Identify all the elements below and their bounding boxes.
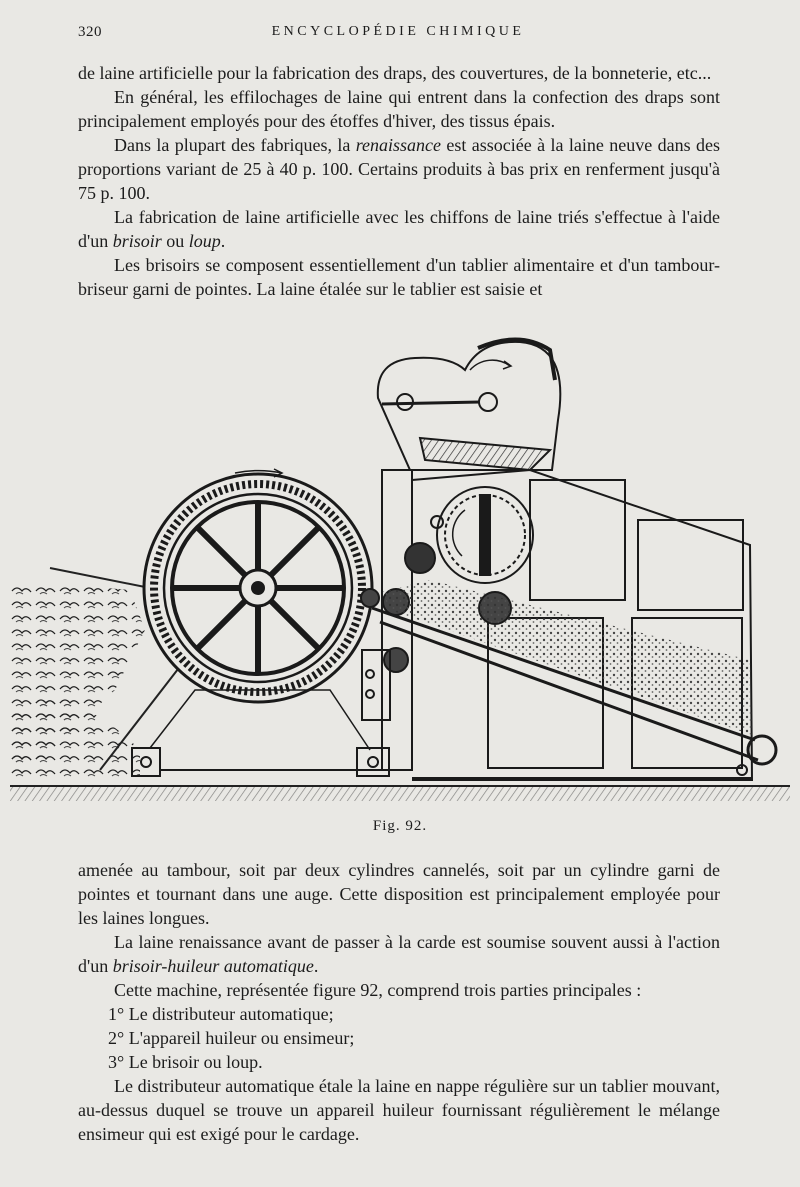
ground-hatching [10,787,790,801]
list-item: 1° Le distributeur automatique; [108,1004,334,1024]
paragraph: En général, les effilochages de laine qui entrent dans la confection des draps sont principalement employés pour des étoffes d'hiver, des tissus épais. [78,87,720,131]
emphasis: brisoir [112,231,162,251]
emphasis: loup [188,231,221,251]
emphasis: brisoir-huileur automatique [112,956,314,976]
body-text-bottom [78,858,720,1146]
figure-brisoir-huileur [10,330,790,808]
list-item: 2° L'appareil huileur ou ensimeur; [108,1028,355,1048]
wool-pile-lower [10,701,140,780]
oiler-unit [378,339,561,470]
running-title: ENCYCLOPÉDIE CHIMIQUE [271,24,525,39]
running-head [78,24,718,46]
machine-engraving [10,330,790,808]
emphasis: renaissance [355,135,442,155]
paragraph: Cette machine, représentée figure 92, comprend trois parties principales : [114,980,642,1000]
feed-cylinder [405,487,533,583]
paragraph: de laine artificielle pour la fabrication des draps, des couvertures, de la bonneterie, etc... [78,63,712,83]
paragraph: amenée au tambour, soit par deux cylindres cannelés, soit par un cylindre garni de pointes et tournant dans une auge. Cette disposition est principalement employée pour les laines longues. [78,860,720,928]
paragraph: Les brisoirs se composent essentiellement d'un tablier alimentaire et d'un tambour-briseur garni de pointes. La laine étalée sur le tablier est saisie et [78,255,720,299]
paragraph: La fabrication de laine artificielle avec les chiffons de laine triés s'effectue à l'aide d'un brisoir ou loup. [78,207,720,251]
breaker-drum [144,469,372,702]
page-number: 320 [78,24,102,40]
body-text-top [78,61,720,301]
inclined-apron [372,580,776,764]
paragraph: La laine renaissance avant de passer à la carde est soumise souvent aussi à l'action d'un brisoir-huileur automatique. [78,932,720,976]
figure-caption: Fig. 92. [372,818,428,834]
paragraph: Le distributeur automatique étale la laine en nappe régulière sur un tablier mouvant, au-dessus duquel se trouve un appareil huileur fournissant régulièrement le mélange ensimeur qui est exigé pour le cardage. [78,1076,720,1144]
paragraph: Dans la plupart des fabriques, la renaissance est associée à la laine neuve dans des proportions variant de 25 à 40 p. 100. Certains produits à bas prix en renferment jusqu'à 75 p. 100. [78,135,720,203]
list-item: 3° Le brisoir ou loup. [108,1052,263,1072]
